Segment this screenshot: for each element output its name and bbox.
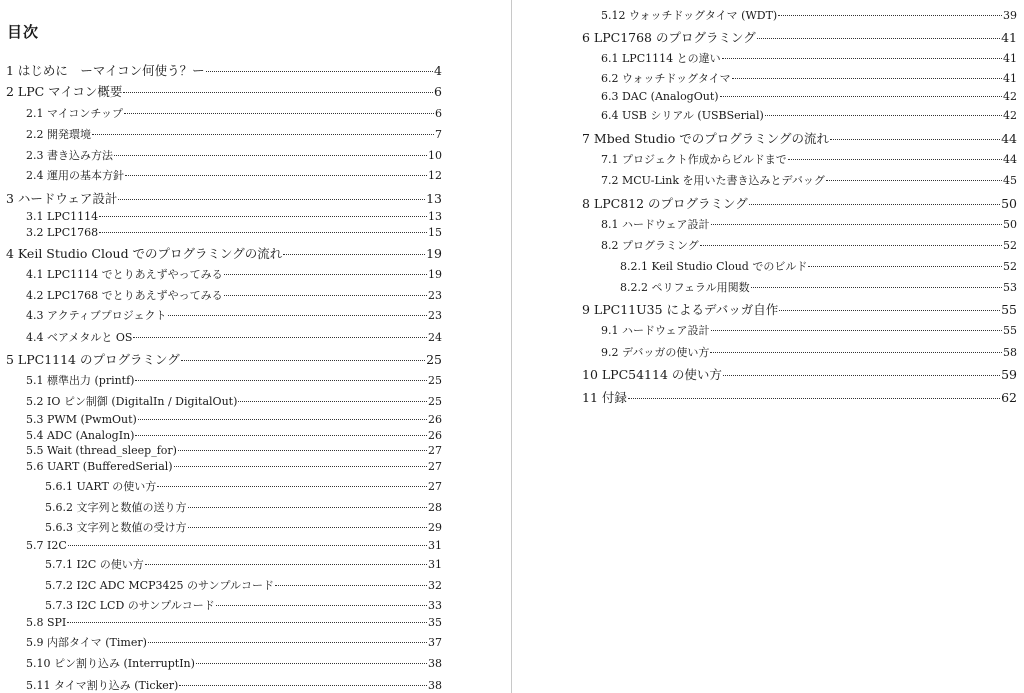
toc-entry-title: 5.5 Wait (thread_sleep_for): [26, 444, 177, 457]
dot-leader: [196, 663, 427, 664]
toc-entry-title: 2 LPC マイコン概要: [6, 84, 123, 99]
toc-page-number: 29: [428, 521, 442, 534]
toc-entry[interactable]: [582, 129, 1017, 147]
toc-entry[interactable]: [26, 539, 442, 552]
toc-page-number: 41: [1003, 52, 1017, 65]
toc-entry[interactable]: [601, 216, 1017, 232]
toc-page-number: 23: [428, 309, 442, 322]
dot-leader: [114, 155, 427, 156]
dot-leader: [168, 315, 427, 316]
dot-leader: [283, 254, 425, 255]
toc-entry-title: 5.7.1 I2C の使い方: [45, 558, 144, 571]
toc-entry-title: 9 LPC11U35 によるデバッガ自作: [582, 302, 779, 317]
dot-leader: [92, 134, 434, 135]
toc-entry[interactable]: [26, 372, 442, 388]
toc-entry[interactable]: [26, 287, 442, 303]
toc-page-number: 13: [426, 191, 442, 206]
toc-page-number: 42: [1003, 90, 1017, 103]
dot-leader: [138, 419, 427, 420]
toc-page-number: 24: [428, 331, 442, 344]
page-divider: [511, 0, 512, 693]
toc-entry[interactable]: [26, 393, 442, 409]
dot-leader: [722, 58, 1002, 59]
dot-leader: [751, 287, 1002, 288]
toc-entry[interactable]: [620, 279, 1017, 295]
toc-entry[interactable]: [6, 244, 442, 262]
dot-leader: [188, 507, 428, 508]
toc-page-number: 52: [1003, 260, 1017, 273]
dot-leader: [723, 375, 1000, 376]
toc-page-number: 38: [428, 679, 442, 692]
toc-entry-title: 5.6.3 文字列と数値の受け方: [45, 521, 187, 534]
dot-leader: [178, 450, 427, 451]
dot-leader: [179, 685, 427, 686]
toc-page-number: 26: [428, 429, 442, 442]
toc-entry[interactable]: [601, 90, 1017, 103]
toc-entry[interactable]: [26, 444, 442, 457]
dot-leader: [135, 435, 427, 436]
dot-leader: [188, 527, 428, 528]
toc-entry[interactable]: [582, 28, 1017, 46]
toc-page-number: 55: [1001, 302, 1017, 317]
toc-entry[interactable]: [45, 577, 442, 593]
toc-entry-title: 8.2 プログラミング: [601, 239, 699, 252]
toc-page-number: 13: [428, 210, 442, 223]
toc-page-number: 10: [428, 149, 442, 162]
toc-page-right: [515, 0, 1024, 693]
toc-entry-title: 5.12 ウォッチドッグタイマ (WDT): [601, 9, 778, 22]
toc-page-number: 41: [1003, 72, 1017, 85]
dot-leader: [779, 310, 1000, 311]
toc-entry[interactable]: [26, 413, 442, 426]
toc-entry-title: 5.11 タイマ割り込み (Ticker): [26, 679, 179, 692]
dot-leader: [135, 380, 427, 381]
toc-entry-title: 5.2 IO ピン制御 (DigitalIn / DigitalOut): [26, 395, 238, 408]
dot-leader: [145, 564, 427, 565]
toc-entry-title: 7 Mbed Studio でのプログラミングの流れ: [582, 131, 829, 146]
toc-page-number: 4: [434, 63, 442, 78]
toc-page-number: 28: [428, 501, 442, 514]
dot-leader: [765, 115, 1002, 116]
toc-entry-title: 10 LPC54114 の使い方: [582, 367, 722, 382]
toc-entry[interactable]: [601, 237, 1017, 253]
toc-entry[interactable]: [45, 499, 442, 515]
toc-page-number: 37: [428, 636, 442, 649]
toc-entry-title: 2.4 運用の基本方針: [26, 169, 124, 182]
toc-entry[interactable]: [45, 597, 442, 613]
toc-entry-title: 5.7.2 I2C ADC MCP3425 のサンプルコード: [45, 579, 274, 592]
toc-entry-title: 5 LPC1114 のプログラミング: [6, 352, 180, 367]
toc-entry-title: 2.1 マイコンチップ: [26, 107, 123, 120]
toc-page-number: 19: [428, 268, 442, 281]
toc-page-number: 59: [1001, 367, 1017, 382]
toc-entry-title: 7.2 MCU-Link を用いた書き込みとデバッグ: [601, 174, 825, 187]
dot-leader: [148, 642, 427, 643]
dot-leader: [749, 204, 1000, 205]
toc-entry[interactable]: [582, 300, 1017, 318]
toc-page-number: 58: [1003, 346, 1017, 359]
toc-entry-title: 3.1 LPC1114: [26, 210, 99, 223]
toc-entry-title: 6 LPC1768 のプログラミング: [582, 30, 756, 45]
toc-entry-title: 9.2 デバッガの使い方: [601, 346, 710, 359]
toc-page-number: 23: [428, 289, 442, 302]
toc-entry[interactable]: [601, 172, 1017, 188]
toc-entry[interactable]: [26, 677, 442, 693]
toc-page-number: 42: [1003, 109, 1017, 122]
toc-page-number: 52: [1003, 239, 1017, 252]
toc-entry-title: 4.3 アクティブプロジェクト: [26, 309, 167, 322]
dot-leader: [157, 486, 427, 487]
toc-entry[interactable]: [6, 82, 442, 100]
dot-leader: [216, 605, 427, 606]
dot-leader: [99, 216, 427, 217]
toc-entry[interactable]: [26, 126, 442, 142]
toc-entry-title: 6.3 DAC (AnalogOut): [601, 90, 719, 103]
toc-page-left: [0, 0, 510, 693]
toc-entry[interactable]: [26, 616, 442, 629]
toc-entry[interactable]: [601, 151, 1017, 167]
dot-leader: [732, 78, 1002, 79]
toc-page-number: 35: [428, 616, 442, 629]
toc-entry[interactable]: [601, 322, 1017, 338]
toc-entry[interactable]: [26, 167, 442, 183]
toc-entry-title: 2.2 開発環境: [26, 128, 91, 141]
toc-entry[interactable]: [582, 388, 1017, 406]
toc-entry-title: 9.1 ハードウェア設計: [601, 324, 710, 337]
toc-entry-title: 5.1 標準出力 (printf): [26, 374, 135, 387]
toc-entry[interactable]: [45, 478, 442, 494]
toc-entry-title: 5.3 PWM (PwmOut): [26, 413, 137, 426]
toc-page-number: 25: [426, 352, 442, 367]
dot-leader: [67, 622, 427, 623]
dot-leader: [174, 466, 427, 467]
dot-leader: [711, 224, 1002, 225]
toc-entry-title: 5.6.1 UART の使い方: [45, 480, 157, 493]
dot-leader: [68, 545, 427, 546]
toc-entry-title: 8.1 ハードウェア設計: [601, 218, 710, 231]
toc-entry-title: 4.2 LPC1768 でとりあえずやってみる: [26, 289, 223, 302]
toc-entry[interactable]: [601, 107, 1017, 123]
toc-page-number: 62: [1001, 390, 1017, 405]
toc-entry[interactable]: [26, 147, 442, 163]
toc-page-number: 15: [428, 226, 442, 239]
toc-entry[interactable]: [6, 189, 442, 207]
toc-entry-title: 4.4 ベアメタルと OS: [26, 331, 133, 344]
toc-entry-title: 2.3 書き込み方法: [26, 149, 113, 162]
toc-entry-title: 5.6 UART (BufferedSerial): [26, 460, 173, 473]
toc-entry-title: 6.4 USB シリアル (USBSerial): [601, 109, 764, 122]
toc-entry-title: 5.7 I2C: [26, 539, 67, 552]
toc-entry[interactable]: [45, 556, 442, 572]
toc-entry[interactable]: [26, 210, 442, 223]
toc-entry-title: 8 LPC812 のプログラミング: [582, 196, 748, 211]
toc-page-number: 7: [435, 128, 442, 141]
dot-leader: [788, 159, 1002, 160]
dot-leader: [181, 360, 425, 361]
toc-entry[interactable]: [26, 307, 442, 323]
toc-page-number: 12: [428, 169, 442, 182]
dot-leader: [720, 96, 1002, 97]
toc-entry-title: 5.9 内部タイマ (Timer): [26, 636, 147, 649]
toc-entry-title: 1 はじめに ーマイコン何使う？ー: [6, 63, 205, 78]
toc-page-number: 27: [428, 460, 442, 473]
toc-entry[interactable]: [620, 258, 1017, 274]
dot-leader: [123, 92, 433, 93]
toc-page-number: 19: [426, 246, 442, 261]
toc-page-number: 38: [428, 657, 442, 670]
toc-page-number: 31: [428, 539, 442, 552]
toc-entry[interactable]: [601, 70, 1017, 86]
toc-page-number: 45: [1003, 174, 1017, 187]
toc-entry-title: 3.2 LPC1768: [26, 226, 99, 239]
toc-entry[interactable]: [26, 460, 442, 473]
toc-entry-title: 5.7.3 I2C LCD のサンプルコード: [45, 599, 215, 612]
toc-entry[interactable]: [26, 655, 442, 671]
toc-entry[interactable]: [6, 350, 442, 368]
toc-page-number: 41: [1001, 30, 1017, 45]
dot-leader: [224, 295, 427, 296]
toc-entry[interactable]: [45, 519, 442, 535]
toc-page-number: 27: [428, 444, 442, 457]
toc-page-number: 27: [428, 480, 442, 493]
toc-entry-title: 8.2.2 ペリフェラル用関数: [620, 281, 750, 294]
dot-leader: [124, 113, 434, 114]
toc-page-number: 44: [1001, 131, 1017, 146]
dot-leader: [700, 245, 1002, 246]
toc-page-number: 50: [1003, 218, 1017, 231]
toc-page-number: 6: [435, 107, 442, 120]
toc-entry-title: 5.6.2 文字列と数値の送り方: [45, 501, 187, 514]
dot-leader: [826, 180, 1002, 181]
toc-entry[interactable]: [582, 194, 1017, 212]
toc-entry-title: 6.1 LPC1114 との違い: [601, 52, 721, 65]
toc-entry[interactable]: [26, 226, 442, 239]
dot-leader: [118, 199, 425, 200]
toc-entry-title: 4.1 LPC1114 でとりあえずやってみる: [26, 268, 223, 281]
toc-entry[interactable]: [26, 329, 442, 345]
toc-entry[interactable]: [26, 634, 442, 650]
toc-page-number: 31: [428, 558, 442, 571]
toc-page-number: 44: [1003, 153, 1017, 166]
toc-entry-title: 8.2.1 Keil Studio Cloud でのビルド: [620, 260, 808, 273]
dot-leader: [778, 15, 1002, 16]
toc-entry[interactable]: [6, 61, 442, 79]
dot-leader: [711, 330, 1002, 331]
toc-entry[interactable]: [26, 105, 442, 121]
toc-entry-title: 5.8 SPI: [26, 616, 67, 629]
dot-leader: [830, 139, 1000, 140]
toc-page-number: 53: [1003, 281, 1017, 294]
toc-page-number: 33: [428, 599, 442, 612]
dot-leader: [125, 175, 427, 176]
dot-leader: [133, 337, 427, 338]
dot-leader: [275, 585, 427, 586]
dot-leader: [628, 398, 1000, 399]
toc-page-number: 6: [434, 84, 442, 99]
toc-page-number: 26: [428, 413, 442, 426]
toc-page-number: 55: [1003, 324, 1017, 337]
dot-leader: [710, 352, 1002, 353]
toc-heading: 目次: [7, 23, 40, 41]
toc-entry-title: 11 付録: [582, 390, 627, 405]
dot-leader: [206, 71, 433, 72]
dot-leader: [224, 274, 427, 275]
dot-leader: [757, 38, 1000, 39]
dot-leader: [99, 232, 427, 233]
dot-leader: [808, 266, 1002, 267]
toc-page-number: 39: [1003, 9, 1017, 22]
toc-entry-title: 3 ハードウェア設計: [6, 191, 118, 206]
toc-entry-title: 5.4 ADC (AnalogIn): [26, 429, 135, 442]
toc-entry-title: 7.1 プロジェクト作成からビルドまで: [601, 153, 787, 166]
toc-entry[interactable]: [582, 365, 1017, 383]
toc-entry-title: 6.2 ウォッチドッグタイマ: [601, 72, 731, 85]
toc-entry-title: 4 Keil Studio Cloud でのプログラミングの流れ: [6, 246, 283, 261]
toc-entry-title: 5.10 ピン割り込み (InterruptIn): [26, 657, 195, 670]
toc-entry[interactable]: [26, 429, 442, 442]
toc-page-number: 25: [428, 374, 442, 387]
toc-entry[interactable]: [601, 344, 1017, 360]
toc-page-number: 25: [428, 395, 442, 408]
toc-entry[interactable]: [601, 7, 1017, 23]
dot-leader: [238, 401, 427, 402]
toc-page-number: 50: [1001, 196, 1017, 211]
toc-entry[interactable]: [26, 266, 442, 282]
toc-entry[interactable]: [601, 50, 1017, 66]
toc-page-number: 32: [428, 579, 442, 592]
